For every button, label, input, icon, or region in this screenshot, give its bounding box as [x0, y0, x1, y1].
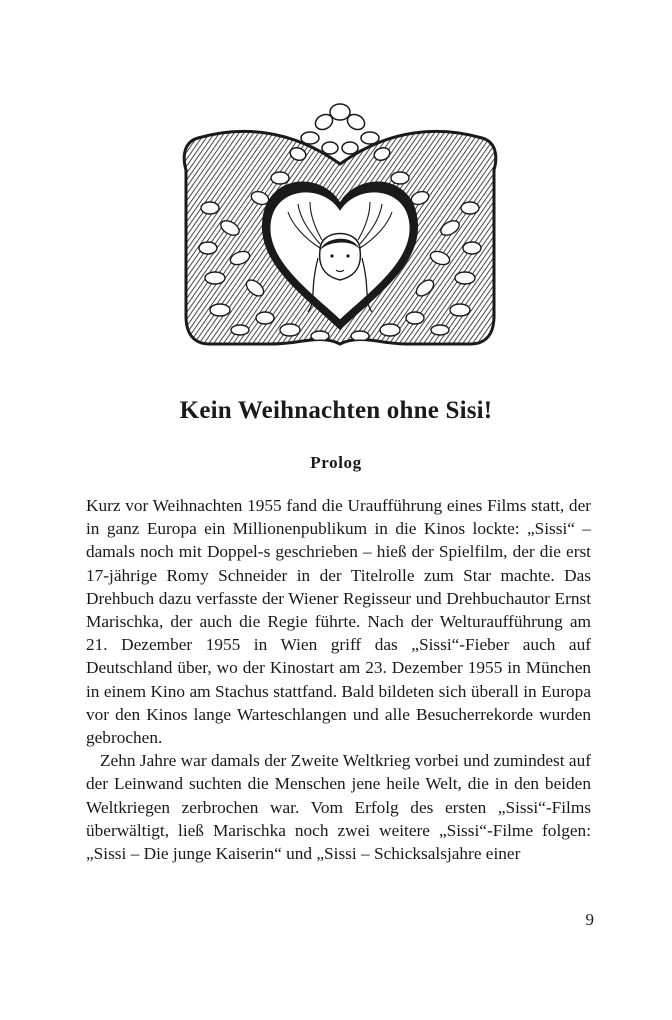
body-text: [86, 494, 591, 865]
paragraph-2: Zehn Jahre war damals der Zweite Weltkrieg vorbei und zumindest auf der Leinwand suchten die Menschen jene heile Welt, die in den beiden Weltkriegen zerbrochen war. Vom Erfolg des ersten „Sissi“-Films überwältigt, ließ Marischka noch zwei weitere „Sissi“-Filme folgen: „Sissi – Die junge Kaiserin“ und „Sissi – Schicksalsjahre einer: [86, 751, 591, 864]
paragraph-1: Kurz vor Weihnachten 1955 fand die Uraufführung eines Films statt, der in ganz Europa ein Millionenpublikum in die Kinos lockte: „Sissi“ – damals noch mit Doppel-s geschrieben – hieß der Spielfilm, der die erst 17-jährige Romy Schneider in der Titelrolle zum Star machte. Das Drehbuch dazu verfasste der Wiener Regisseur und Drehbuchautor Ernst Marischka, der auch die Regie führte. Nach der Welturaufführung am 21. Dezember 1955 in Wien griff das „Sissi“-Fieber auch auf Deutschland über, wo der Kinostart am 23. Dezember 1955 in München in einem Kino am Stachus stattfand. Bald bildeten sich überall in Europa vor den Kinos lange Warteschlangen und alle Besucherrekorde wurden gebrochen.: [86, 496, 591, 748]
chapter-title: Kein Weihnachten ohne Sisi!: [179, 397, 493, 424]
chapter-subtitle: Prolog: [310, 453, 362, 472]
page-number: 9: [585, 910, 594, 929]
heart-angel-vignette-icon: [180, 98, 500, 356]
